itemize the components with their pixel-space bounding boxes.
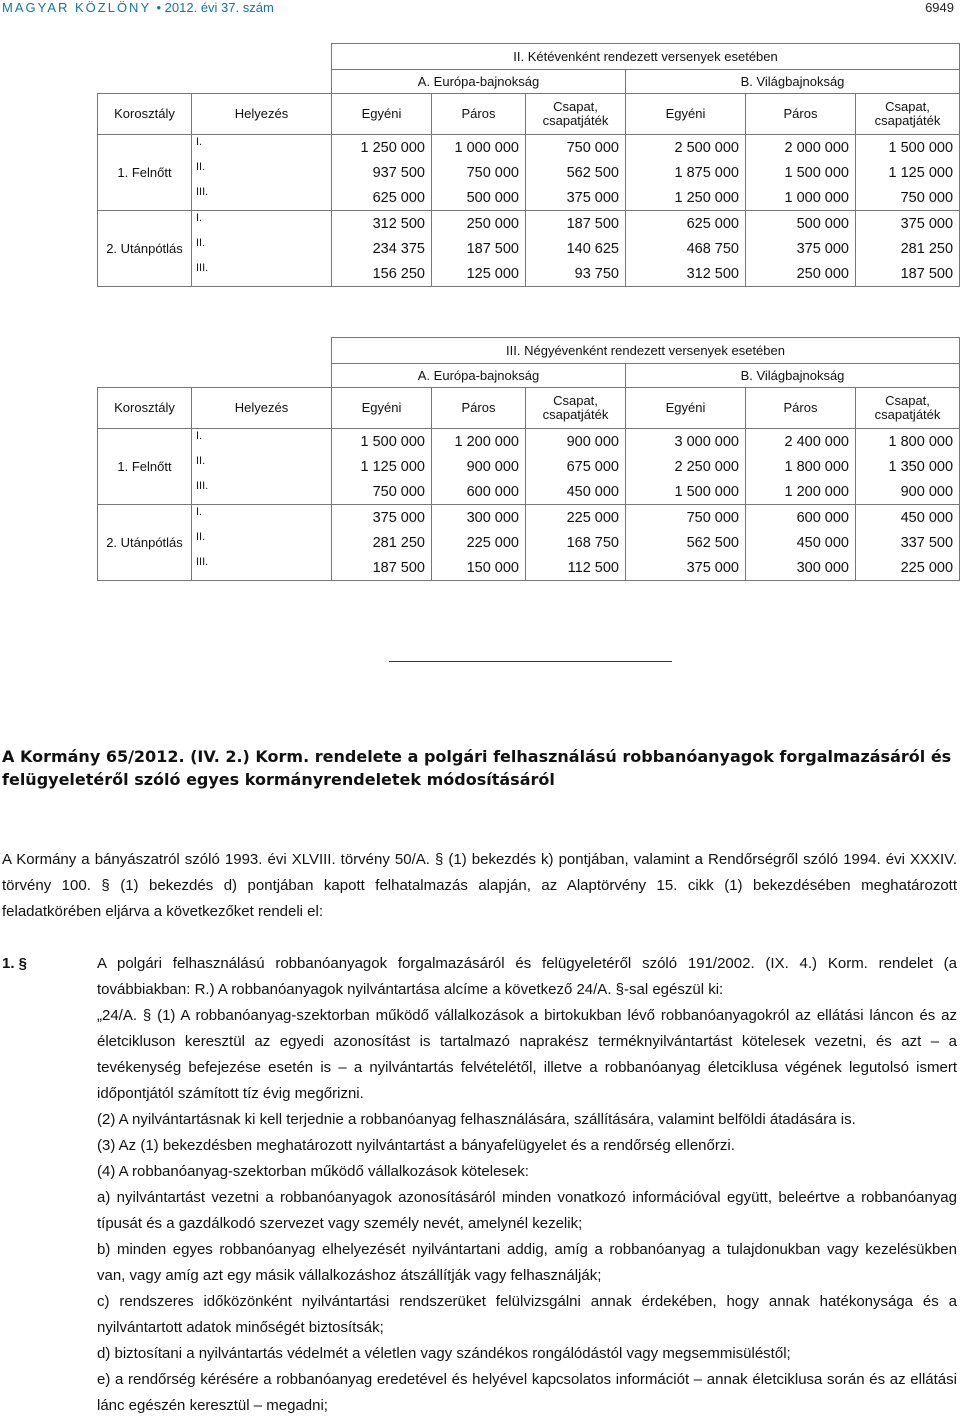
prize-value: 375 000 (526, 185, 626, 211)
group-a-header: A. Európa-bajnokság (332, 364, 626, 388)
prize-value: 312 500 (332, 211, 432, 237)
prize-value: 1 500 000 (746, 160, 856, 185)
place-label: II. (192, 454, 332, 479)
prize-value: 2 500 000 (626, 135, 746, 161)
col-header-csapat: Csapat, csapatjáték (856, 388, 960, 429)
col-header-paros: Páros (746, 388, 856, 429)
prize-value: 1 350 000 (856, 454, 960, 479)
prize-value: 250 000 (432, 211, 526, 237)
journal-name: MAGYAR KÖZLÖNY • 2012. évi 37. szám (2, 0, 274, 15)
prize-value: 1 250 000 (332, 135, 432, 161)
decree-title: A Kormány 65/2012. (IV. 2.) Korm. rendelete a polgári felhasználású robbanóanyagok forgalmazásáról és felügyeletéről szóló egyes kormányrendeletek módosításáról (2, 747, 952, 789)
prize-value: 225 000 (856, 555, 960, 581)
point-d: d) biztosítani a nyilvántartás védelmét a véletlen vagy szándékos rongálódástól vagy megsemmisüléstől; (97, 1345, 791, 1362)
point-c: c) rendszeres időközönként nyilvántartási rendszerüket felülvizsgálni annak érdekében, hogy annak hatékonysága és a nyilvántartott adatok minőségét biztosítsák; (97, 1293, 957, 1336)
prize-value: 187 500 (526, 211, 626, 237)
point-b: b) minden egyes robbanóanyag elhelyezését nyilvántartani addig, amíg a robbanóanyag a tulajdonukban vagy kezelésükben van, vagy amíg azt egy másik vállalkozáshoz átszállítják vagy felhasználják; (97, 1241, 957, 1284)
prize-value: 375 000 (332, 505, 432, 531)
prize-value: 450 000 (746, 530, 856, 555)
place-label: I. (192, 135, 332, 161)
prize-value: 1 800 000 (746, 454, 856, 479)
place-label: II. (192, 236, 332, 261)
paragraph-3: (3) Az (1) bekezdésben meghatározott nyilvántartást a bányafelügyelet és a rendőrség ellenőrzi. (97, 1137, 735, 1154)
prize-value: 900 000 (432, 454, 526, 479)
col-header-egyeni: Egyéni (332, 94, 432, 135)
prize-value: 250 000 (746, 261, 856, 287)
group-a-header: A. Európa-bajnokság (332, 70, 626, 94)
place-label: II. (192, 160, 332, 185)
preamble: A Kormány a bányászatról szóló 1993. évi XLVIII. törvény 50/A. § (1) bekezdés k) pontjában, valamint a Rendőrségről szóló 1994. évi XXXIV. törvény 100. § (1) bekezdés d) pontjában kapott felhatalmazás alapján, az Alaptörvény 15. cikk (1) bekezdésében meghatározott feladatkörében eljárva a következőket rendeli el: (2, 851, 957, 920)
prize-value: 450 000 (526, 479, 626, 505)
prize-value: 750 000 (526, 135, 626, 161)
prize-value: 1 500 000 (626, 479, 746, 505)
page-number: 6949 (925, 0, 954, 15)
place-label: II. (192, 530, 332, 555)
prize-value: 375 000 (746, 236, 856, 261)
prize-value: 2 250 000 (626, 454, 746, 479)
col-header-csapat: Csapat, csapatjáték (856, 94, 960, 135)
place-label: I. (192, 429, 332, 455)
prize-value: 1 000 000 (746, 185, 856, 211)
prize-value: 300 000 (432, 505, 526, 531)
prize-value: 625 000 (332, 185, 432, 211)
prize-value: 187 500 (332, 555, 432, 581)
place-label: III. (192, 185, 332, 211)
category-felnott: 1. Felnőtt (98, 429, 192, 505)
place-label: I. (192, 505, 332, 531)
prize-value: 300 000 (746, 555, 856, 581)
prize-value: 150 000 (432, 555, 526, 581)
prize-value: 234 375 (332, 236, 432, 261)
col-header-paros: Páros (746, 94, 856, 135)
prize-value: 156 250 (332, 261, 432, 287)
prize-value: 2 000 000 (746, 135, 856, 161)
prize-value: 187 500 (432, 236, 526, 261)
prize-value: 312 500 (626, 261, 746, 287)
place-label: III. (192, 261, 332, 287)
prize-value: 900 000 (856, 479, 960, 505)
prize-value: 625 000 (626, 211, 746, 237)
col-header-egyeni: Egyéni (626, 94, 746, 135)
category-utanpotlas: 2. Utánpótlás (98, 505, 192, 581)
prize-value: 750 000 (626, 505, 746, 531)
prize-value: 750 000 (332, 479, 432, 505)
prize-value: 1 875 000 (626, 160, 746, 185)
prize-value: 500 000 (746, 211, 856, 237)
section-text: A polgári felhasználású robbanóanyagok forgalmazásáról és felügyeletéről szóló 191/2002. (IX. 4.) Korm. rendelet (a továbbiakban: R.) A robbanóanyagok nyilvántartása alcíme a következő 24/A. §-sal egészül ki: (97, 955, 957, 998)
prize-value: 93 750 (526, 261, 626, 287)
col-header-paros: Páros (432, 94, 526, 135)
prize-value: 1 500 000 (332, 429, 432, 455)
prize-value: 468 750 (626, 236, 746, 261)
prize-value: 140 625 (526, 236, 626, 261)
prize-value: 675 000 (526, 454, 626, 479)
prize-value: 1 500 000 (856, 135, 960, 161)
prize-value: 600 000 (432, 479, 526, 505)
prize-value: 450 000 (856, 505, 960, 531)
prize-table-biennial (97, 43, 960, 287)
col-header-egyeni: Egyéni (626, 388, 746, 429)
prize-value: 1 000 000 (432, 135, 526, 161)
prize-value: 750 000 (432, 160, 526, 185)
prize-value: 600 000 (746, 505, 856, 531)
section-label: 1. § (2, 955, 28, 972)
prize-value: 337 500 (856, 530, 960, 555)
col-header-csapat: Csapat, csapatjáték (526, 94, 626, 135)
col-header-egyeni: Egyéni (332, 388, 432, 429)
prize-value: 1 250 000 (626, 185, 746, 211)
prize-value: 225 000 (526, 505, 626, 531)
col-header-korosztaly: Korosztály (98, 388, 192, 429)
prize-value: 900 000 (526, 429, 626, 455)
prize-value: 562 500 (626, 530, 746, 555)
prize-value: 168 750 (526, 530, 626, 555)
paragraph-4: (4) A robbanóanyag-szektorban működő vállalkozások kötelesek: (97, 1163, 529, 1180)
prize-table-quadrennial (97, 337, 960, 581)
group-b-header: B. Világbajnokság (626, 70, 960, 94)
prize-value: 750 000 (856, 185, 960, 211)
prize-value: 1 200 000 (746, 479, 856, 505)
prize-value: 500 000 (432, 185, 526, 211)
col-header-helyezes: Helyezés (192, 388, 332, 429)
prize-value: 225 000 (432, 530, 526, 555)
col-header-korosztaly: Korosztály (98, 94, 192, 135)
prize-value: 125 000 (432, 261, 526, 287)
prize-value: 281 250 (332, 530, 432, 555)
table-title: II. Kétévenként rendezett versenyek esetében (332, 44, 960, 70)
prize-value: 375 000 (626, 555, 746, 581)
col-header-paros: Páros (432, 388, 526, 429)
prize-value: 1 125 000 (332, 454, 432, 479)
group-b-header: B. Világbajnokság (626, 364, 960, 388)
paragraph-1: „24/A. § (1) A robbanóanyag-szektorban működő vállalkozások a birtokukban lévő robbanóanyagokról az ellátási láncon és az életcikluson keresztül az egyedi azonosítást is tartalmazó naprakész terméknyilvántartást kötelesek vezetni, és azt – a tevékenység befejezése esetén is – a nyilvántartás felvételétől, illetve a robbanóanyag életciklusa végének legutolsó ismert időpontjától számított tíz évig megőrizni. (97, 1007, 957, 1102)
prize-value: 112 500 (526, 555, 626, 581)
prize-value: 187 500 (856, 261, 960, 287)
prize-value: 2 400 000 (746, 429, 856, 455)
prize-value: 937 500 (332, 160, 432, 185)
table-title: III. Négyévenként rendezett versenyek esetében (332, 338, 960, 364)
prize-value: 375 000 (856, 211, 960, 237)
prize-value: 281 250 (856, 236, 960, 261)
prize-value: 1 800 000 (856, 429, 960, 455)
section-separator (389, 661, 672, 662)
prize-value: 3 000 000 (626, 429, 746, 455)
category-felnott: 1. Felnőtt (98, 135, 192, 211)
prize-value: 562 500 (526, 160, 626, 185)
point-a: a) nyilvántartást vezetni a robbanóanyagok azonosításáról minden vonatkozó információval együtt, beleértve a robbanóanyag típusát és a gazdálkodó szervezet vagy személy nevét, amelynél kezelik; (97, 1189, 957, 1232)
col-header-helyezes: Helyezés (192, 94, 332, 135)
place-label: III. (192, 555, 332, 581)
category-utanpotlas: 2. Utánpótlás (98, 211, 192, 287)
paragraph-2: (2) A nyilvántartásnak ki kell terjednie a robbanóanyag felhasználására, szállítására, valamint belföldi átadására is. (97, 1111, 856, 1128)
prize-value: 1 200 000 (432, 429, 526, 455)
point-e: e) a rendőrség kérésére a robbanóanyag eredetével és helyével kapcsolatos információt – annak életciklusa során és az ellátási lánc egészén keresztül – megadni; (97, 1371, 957, 1414)
col-header-csapat: Csapat, csapatjáték (526, 388, 626, 429)
place-label: I. (192, 211, 332, 237)
page-header (2, 0, 954, 14)
place-label: III. (192, 479, 332, 505)
prize-value: 1 125 000 (856, 160, 960, 185)
